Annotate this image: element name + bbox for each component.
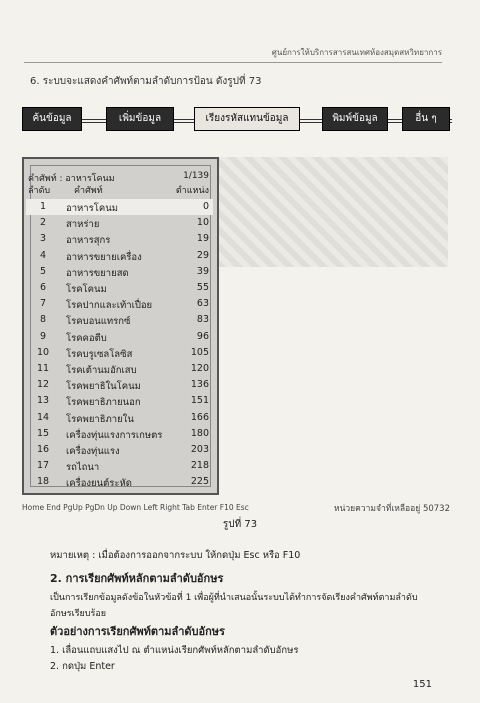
term-word: อาหารโคนม: [66, 203, 118, 214]
term-pos: 136: [190, 379, 209, 391]
menu-item-sort-code[interactable]: เรียงรหัสแทนข้อมูล: [194, 107, 300, 131]
term-row[interactable]: [26, 199, 213, 215]
term-pos: 218: [190, 460, 209, 472]
term-row[interactable]: [26, 264, 213, 280]
running-header: [24, 44, 442, 63]
col-position: ตำแหน่ง: [175, 186, 209, 196]
term-num: 10: [36, 346, 50, 358]
term-pos: 151: [190, 395, 209, 407]
term-row[interactable]: [26, 248, 213, 264]
term-word: โรคบรูเซลโลซิส: [66, 348, 133, 360]
term-word: อาหารสุกร: [66, 235, 111, 247]
term-num: 12: [36, 379, 50, 391]
term-row[interactable]: [26, 329, 213, 345]
term-word: โรคเต้านมอักเสบ: [66, 365, 137, 376]
term-row[interactable]: [26, 312, 213, 328]
term-row[interactable]: [26, 231, 213, 247]
term-pos: 180: [190, 427, 209, 439]
term-row[interactable]: [26, 458, 213, 474]
term-word: เครื่องยนต์ระหัด: [66, 478, 132, 490]
term-num: 8: [39, 314, 47, 326]
term-num: 7: [39, 298, 47, 310]
term-word: รถไถนา: [66, 462, 100, 474]
term-word: โรคคอตีบ: [66, 332, 107, 344]
section-paragraph: เป็นการเรียกข้อมูลดังข้อในหัวข้อที่ 1 เพื่อผู้ที่นำเสนอนั้นระบบได้ทำการจัดเรียงคำศัพท์ตามลำดับอักษรเรียบร้อย: [50, 593, 418, 619]
term-word: อาหารขยายสด: [66, 267, 129, 279]
term-pos: 55: [196, 282, 209, 293]
memory-remaining: หน่วยความจำที่เหลืออยู่ 50732: [333, 504, 450, 514]
step-item-1: 1. เลื่อนแถบแสงไป ณ ตำแหน่งเรียกศัพท์หลักตามลำดับอักษร: [50, 645, 299, 656]
term-pos: 10: [196, 217, 209, 229]
term-pos: 203: [190, 444, 209, 455]
section-heading: 2. การเรียกศัพท์หลักตามลำดับอักษร: [50, 572, 224, 585]
background-texture: [218, 157, 448, 267]
menu-item-other[interactable]: อื่น ๆ: [402, 107, 450, 131]
term-pos: 19: [196, 233, 209, 245]
term-num: 9: [39, 330, 47, 342]
record-count: 1/139: [183, 171, 209, 181]
term-word: เครื่องทุ่นแรงการเกษตร: [66, 429, 163, 441]
term-num: 2: [39, 217, 47, 229]
term-num: 5: [39, 265, 47, 277]
term-pos: 39: [196, 265, 209, 277]
term-num: 16: [36, 444, 50, 455]
col-word: คำศัพท์: [74, 186, 103, 196]
term-row[interactable]: [26, 442, 213, 458]
term-row[interactable]: [26, 296, 213, 312]
term-word: อาหารขยายเครื่อง: [66, 251, 142, 263]
term-num: 11: [36, 363, 50, 374]
example-heading: ตัวอย่างการเรียกศัพท์ตามลำดับอักษร: [50, 625, 225, 638]
term-word: เครื่องทุ่นแรง: [66, 446, 120, 457]
term-word: โรคพยาธิภายนอก: [66, 397, 141, 409]
term-pos: 0: [202, 201, 209, 212]
search-term-label: คำศัพท์ : อาหารโคนม: [28, 174, 115, 184]
term-row[interactable]: [26, 474, 213, 490]
term-pos: 105: [190, 346, 209, 358]
term-row[interactable]: [26, 377, 213, 393]
term-num: 3: [39, 233, 47, 245]
term-row[interactable]: [26, 361, 213, 377]
term-word: โรคพยาธิในโคนม: [66, 381, 141, 393]
term-num: 13: [36, 395, 50, 407]
term-pos: 120: [190, 363, 209, 374]
term-pos: 225: [190, 476, 209, 488]
page-number: 151: [412, 679, 432, 690]
step-item-2: 2. กดปุ่ม Enter: [50, 661, 115, 672]
term-row[interactable]: [26, 345, 213, 361]
term-word: โรคปากและเท้าเปื่อย: [66, 300, 153, 312]
term-pos: 63: [196, 298, 209, 310]
step-instruction: 6. ระบบจะแสดงคำศัพท์ตามลำดับการป้อน ดังรูปที่ 73: [30, 76, 262, 87]
term-row[interactable]: [26, 410, 213, 426]
term-num: 1: [39, 201, 47, 212]
term-word: โรคบอนแทรกซ์: [66, 316, 131, 328]
figure-caption: รูปที่ 73: [222, 519, 258, 530]
term-num: 15: [36, 427, 50, 439]
term-pos: 166: [190, 411, 209, 423]
term-pos: 29: [196, 249, 209, 261]
term-num: 18: [36, 476, 50, 488]
term-pos: 83: [196, 314, 209, 326]
term-list-window: [22, 157, 219, 495]
term-row[interactable]: [26, 280, 213, 296]
menu-item-search[interactable]: ค้นข้อมูล: [22, 107, 82, 131]
term-pos: 96: [196, 330, 209, 342]
menu-item-print[interactable]: พิมพ์ข้อมูล: [322, 107, 388, 131]
header-text: ศูนย์การให้บริการสารสนเทศห้องสมุดสหวิทยาการ: [271, 48, 442, 57]
col-order: ลำดับ: [28, 186, 51, 196]
key-hints: Home End PgUp PgDn Up Down Left Right Tab Enter F10 Esc: [22, 503, 249, 512]
term-word: สาหร่าย: [66, 219, 100, 231]
term-num: 6: [39, 282, 47, 293]
menu-item-add[interactable]: เพิ่มข้อมูล: [106, 107, 174, 131]
term-row[interactable]: [26, 426, 213, 442]
term-num: 4: [39, 249, 47, 261]
term-word: โรคโคนม: [66, 284, 107, 295]
note-text: หมายเหตุ : เมื่อต้องการออกจากระบบ ให้กดปุ่ม Esc หรือ F10: [50, 550, 301, 561]
term-row[interactable]: [26, 393, 213, 409]
term-num: 14: [36, 411, 50, 423]
term-word: โรคพยาธิภายใน: [66, 413, 134, 425]
term-num: 17: [36, 460, 50, 472]
term-row[interactable]: [26, 215, 213, 231]
menu-bar: [22, 107, 452, 133]
